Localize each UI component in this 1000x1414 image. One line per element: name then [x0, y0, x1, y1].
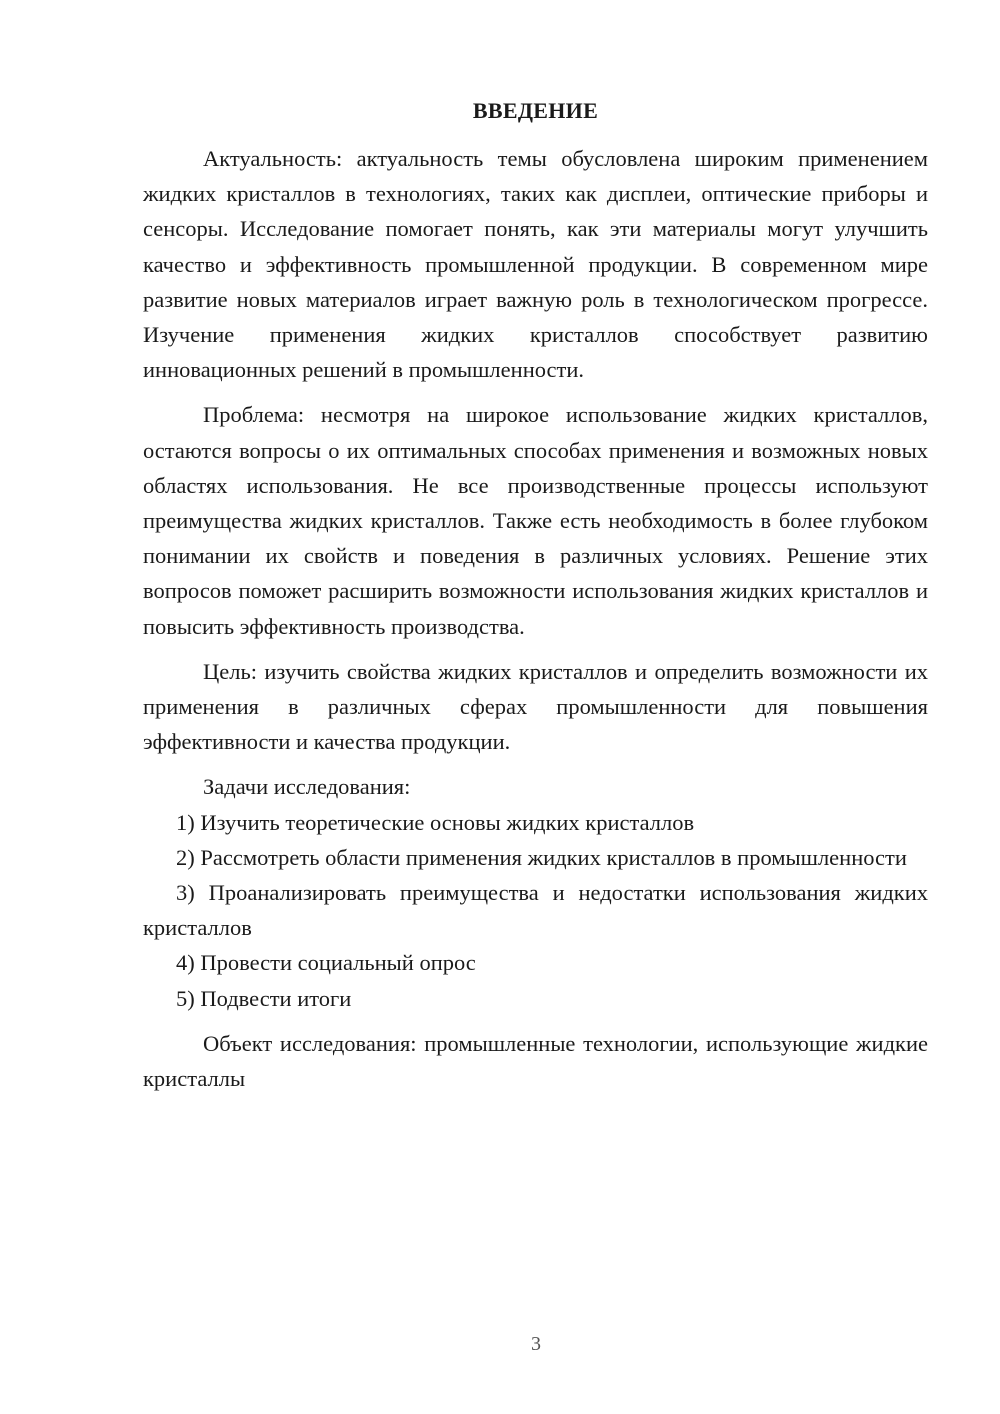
- task-item-1: 1) Изучить теоретические основы жидких кристаллов: [176, 809, 695, 835]
- document-page: [143, 94, 928, 1096]
- goal-paragraph: Цель: изучить свойства жидких кристаллов и определить возможности их применения в различных сферах промышленности для повышения эффективности и качества продукции.: [143, 658, 928, 755]
- page-title: ВВЕДЕНИЕ: [472, 98, 599, 123]
- task-item-3: 3) Проанализировать преимущества и недостатки использования жидких кристаллов: [143, 880, 928, 941]
- task-item-4: 4) Провести социальный опрос: [176, 950, 476, 976]
- tasks-heading: Задачи исследования:: [203, 774, 411, 800]
- page-number: 3: [531, 1333, 541, 1355]
- object-paragraph: Объект исследования: промышленные технологии, использующие жидкие кристаллы: [143, 1030, 928, 1092]
- task-item-5: 5) Подвести итоги: [176, 985, 352, 1011]
- task-item-2: 2) Рассмотреть области применения жидких кристаллов в промышленности: [176, 844, 907, 870]
- relevance-paragraph: Актуальность: актуальность темы обусловлена широким применением жидких кристаллов в технологиях, таких как дисплеи, оптические приборы и сенсоры. Исследование помогает понять, как эти материалы могут улучшить качество и эффективность промышленной продукции. В современном мире развитие новых материалов играет важную роль в технологическом прогрессе. Изучение применения жидких кристаллов способствует развитию инновационных решений в промышленности.: [143, 146, 928, 383]
- problem-paragraph: Проблема: несмотря на широкое использование жидких кристаллов, остаются вопросы о их оптимальных способах применения и возможных новых областях использования. Не все производственные процессы используют преимущества жидких кристаллов. Также есть необходимость в более глубоком понимании их свойств и поведения в различных условиях. Решение этих вопросов поможет расширить возможности использования жидких кристаллов и повысить эффективность производства.: [143, 402, 928, 639]
